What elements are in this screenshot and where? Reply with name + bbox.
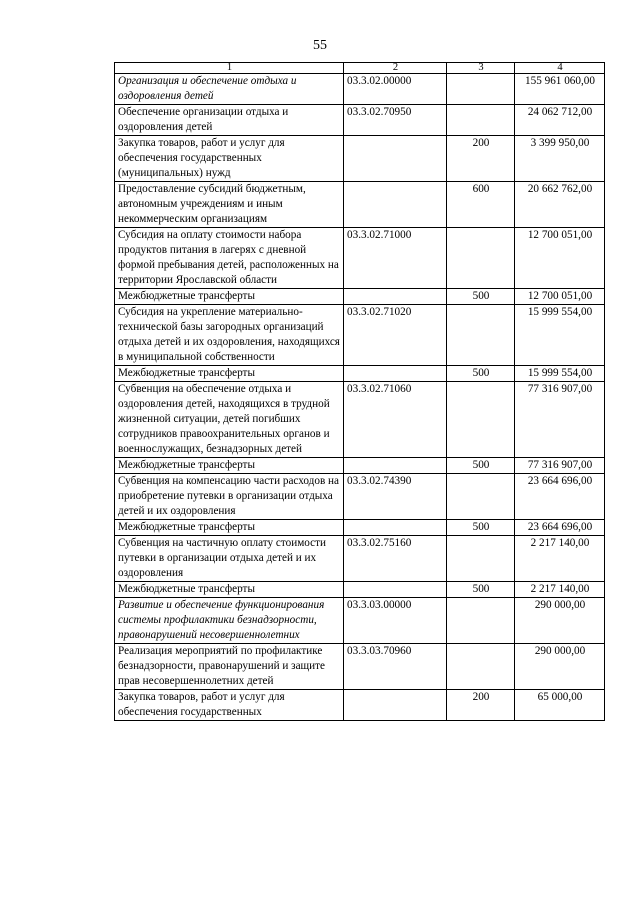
table-row [115,136,605,182]
table-row [115,474,605,520]
table-row [115,582,605,598]
row-name-cell: Субсидия на укрепление материально-технической базы загородных организаций отдыха детей и их оздоровления, находящихся в муниципальной собственности [115,305,344,366]
row-expense-type-cell: 500 [447,458,515,474]
table-row [115,644,605,690]
row-expense-type-cell: 500 [447,520,515,536]
row-amount-cell: 2 217 140,00 [515,536,605,582]
row-amount-cell: 23 664 696,00 [515,474,605,520]
row-code-cell: 03.3.02.00000 [344,74,447,105]
row-code-cell [344,366,447,382]
row-name-cell: Межбюджетные трансферты [115,289,344,305]
row-code-cell [344,458,447,474]
table-row [115,458,605,474]
row-expense-type-cell: 500 [447,366,515,382]
page-number: 55 [313,38,327,53]
table-row [115,690,605,721]
table-row [115,228,605,289]
row-expense-type-cell: 500 [447,582,515,598]
row-expense-type-cell [447,228,515,289]
budget-table [114,62,605,721]
row-expense-type-cell: 200 [447,136,515,182]
row-code-cell [344,690,447,721]
table-row [115,536,605,582]
table-row [115,366,605,382]
row-amount-cell: 2 217 140,00 [515,582,605,598]
row-amount-cell: 20 662 762,00 [515,182,605,228]
row-name-cell: Субвенция на компенсацию части расходов на приобретение путевки в организации отдыха детей и их оздоровления [115,474,344,520]
row-name-cell: Предоставление субсидий бюджетным, автономным учреждениям и иным некоммерческим организациям [115,182,344,228]
column-header: 3 [447,63,515,74]
row-expense-type-cell: 600 [447,182,515,228]
row-name-cell: Межбюджетные трансферты [115,582,344,598]
row-name-cell: Развитие и обеспечение функционирования системы профилактики безнадзорности, правонарушений несовершеннолетних [115,598,344,644]
row-code-cell: 03.3.02.75160 [344,536,447,582]
column-header: 2 [344,63,447,74]
row-name-cell: Межбюджетные трансферты [115,366,344,382]
table-row [115,182,605,228]
table-row [115,289,605,305]
row-code-cell: 03.3.02.71020 [344,305,447,366]
column-header: 4 [515,63,605,74]
row-name-cell: Организация и обеспечение отдыха и оздоровления детей [115,74,344,105]
row-amount-cell: 77 316 907,00 [515,382,605,458]
row-expense-type-cell [447,474,515,520]
row-expense-type-cell [447,74,515,105]
row-code-cell [344,289,447,305]
row-expense-type-cell [447,305,515,366]
row-code-cell: 03.3.03.70960 [344,644,447,690]
row-amount-cell: 290 000,00 [515,598,605,644]
row-amount-cell: 12 700 051,00 [515,289,605,305]
table-body [115,74,605,721]
row-amount-cell: 15 999 554,00 [515,366,605,382]
row-amount-cell: 290 000,00 [515,644,605,690]
row-name-cell: Субвенция на частичную оплату стоимости путевки в организации отдыха детей и их оздоровления [115,536,344,582]
table-row [115,305,605,366]
row-code-cell [344,182,447,228]
table-row [115,520,605,536]
row-amount-cell: 23 664 696,00 [515,520,605,536]
row-amount-cell: 24 062 712,00 [515,105,605,136]
row-name-cell: Обеспечение организации отдыха и оздоровления детей [115,105,344,136]
row-expense-type-cell [447,105,515,136]
row-name-cell: Межбюджетные трансферты [115,520,344,536]
row-code-cell [344,582,447,598]
row-code-cell [344,136,447,182]
row-expense-type-cell: 200 [447,690,515,721]
row-amount-cell: 155 961 060,00 [515,74,605,105]
row-name-cell: Закупка товаров, работ и услуг для обеспечения государственных [115,690,344,721]
row-expense-type-cell [447,644,515,690]
table-row [115,105,605,136]
row-amount-cell: 3 399 950,00 [515,136,605,182]
row-amount-cell: 65 000,00 [515,690,605,721]
row-code-cell: 03.3.03.00000 [344,598,447,644]
row-code-cell [344,520,447,536]
row-name-cell: Реализация мероприятий по профилактике безнадзорности, правонарушений и защите прав несовершеннолетних детей [115,644,344,690]
row-amount-cell: 12 700 051,00 [515,228,605,289]
row-expense-type-cell [447,536,515,582]
table-header-row [115,63,605,74]
row-amount-cell: 15 999 554,00 [515,305,605,366]
row-name-cell: Межбюджетные трансферты [115,458,344,474]
row-code-cell: 03.3.02.74390 [344,474,447,520]
table-row [115,382,605,458]
row-code-cell: 03.3.02.71000 [344,228,447,289]
row-code-cell: 03.3.02.71060 [344,382,447,458]
row-name-cell: Субвенция на обеспечение отдыха и оздоровления детей, находящихся в трудной жизненной ситуации, детей погибших сотрудников правоохранительных органов и военнослужащих, безнадзорных детей [115,382,344,458]
table-row [115,74,605,105]
row-expense-type-cell [447,598,515,644]
row-name-cell: Субсидия на оплату стоимости набора продуктов питания в лагерях с дневной формой пребывания детей, расположенных на территории Ярославской области [115,228,344,289]
row-amount-cell: 77 316 907,00 [515,458,605,474]
row-code-cell: 03.3.02.70950 [344,105,447,136]
row-expense-type-cell [447,382,515,458]
row-expense-type-cell: 500 [447,289,515,305]
row-name-cell: Закупка товаров, работ и услуг для обеспечения государственных (муниципальных) нужд [115,136,344,182]
column-header: 1 [115,63,344,74]
table-row [115,598,605,644]
